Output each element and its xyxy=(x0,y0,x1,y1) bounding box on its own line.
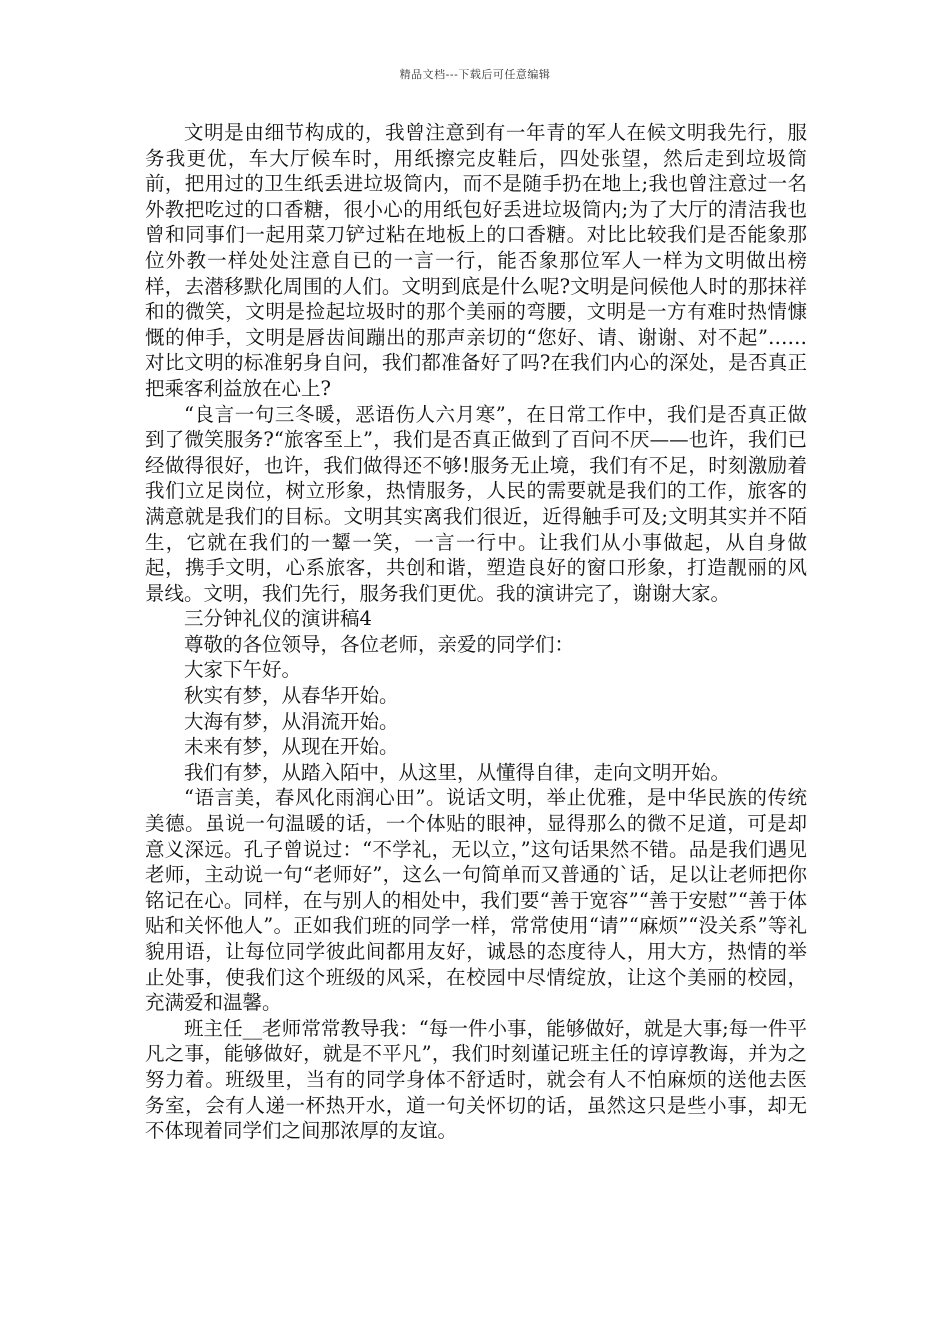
salutation: 尊敬的各位领导，各位老师，亲爱的同学们： xyxy=(184,632,575,656)
paragraph: 班主任__老师常常教导我：“每一件小事，能够做好，就是大事;每一件平凡之事，能够做好，就是不平凡”，我们时刻谨记班主任的谆谆教诲，并为之努力着。班级里，当有的同学身体不舒适时，就会有人不怕麻烦的送他去医务室，会有人递一杯热开水，道一句关怀切的话，虽然这只是些小事，却无不体现着同学们之间那浓厚的友谊。 xyxy=(145,1016,807,1143)
paragraph: “良言一句三冬暖，恶语伤人六月寒”，在日常工作中，我们是否真正做到了微笑服务?“旅客至上”，我们是否真正做到了百问不厌——也许，我们已经做得很好，也许，我们做得还不够!服务无止境，我们有不足，时刻激励着我们立足岗位，树立形象，热情服务，人民的需要就是我们的工作，旅客的满意就是我们的目标。文明其实离我们很近，近得触手可及;文明其实并不陌生，它就在我们的一颦一笑，一言一行中。让我们从小事做起，从自身做起，携手文明，心系旅客，共创和谐，塑造良好的窗口形象，打造靓丽的风景线。文明，我们先行，服务我们更优。我的演讲完了，谢谢大家。 xyxy=(145,402,807,605)
paragraph: 未来有梦，从现在开始。 xyxy=(184,735,399,759)
section-title: 三分钟礼仪的演讲稿4 xyxy=(184,607,372,631)
paragraph: 秋实有梦，从春华开始。 xyxy=(184,684,399,708)
page-header: 精品文档---下载后可任意编辑 xyxy=(399,68,551,81)
paragraph: 我们有梦，从踏入陌中，从这里，从懂得自律，走向文明开始。 xyxy=(184,760,731,784)
paragraph: 文明是由细节构成的，我曾注意到有一年青的军人在候文明我先行，服务我更优，车大厅候车时，用纸擦完皮鞋后，四处张望，然后走到垃圾筒前，把用过的卫生纸丢进垃圾筒内，而不是随手扔在地上;我也曾注意过一名外教把吃过的口香糖，很小心的用纸包好丢进垃圾筒内;为了大厅的清洁我也曾和同事们一起用菜刀铲过粘在地板上的口香糖。对比比较我们是否能象那位外教一样处处注意自已的一言一行，能否象那位军人一样为文明做出榜样，去潜移默化周围的人们。文明到底是什么呢?文明是问候他人时的那抹祥和的微笑，文明是捡起垃圾时的那个美丽的弯腰，文明是一方有难时热情慷慨的伸手，文明是唇齿间蹦出的那声亲切的“您好、请、谢谢、对不起”……对比文明的标准躬身自问，我们都准备好了吗?在我们内心的深处，是否真正把乘客利益放在心上? xyxy=(145,121,807,400)
greeting: 大家下午好。 xyxy=(184,658,302,682)
document-body xyxy=(145,120,807,1144)
paragraph: “语言美，春风化雨润心田”。说话文明，举止优雅，是中华民族的传统美德。虽说一句温暖的话，一个体贴的眼神，显得那么的微不足道，可是却意义深远。孔子曾说过：“不学礼，无以立，”这句话果然不错。品是我们遇见老师，主动说一句“老师好”，这么一句简单而又普通的`话，足以让老师把你铭记在心。同样，在与别人的相处中，我们要“善于宽容”“善于安慰”“善于体贴和关怀他人”。正如我们班的同学一样，常常使用“请”“麻烦”“没关系”等礼貌用语，让每位同学彼此间都用友好，诚恳的态度待人，用大方，热情的举止处事，使我们这个班级的风采，在校园中尽情绽放，让这个美丽的校园，充满爱和温馨。 xyxy=(145,786,807,1015)
paragraph: 大海有梦，从涓流开始。 xyxy=(184,709,399,733)
